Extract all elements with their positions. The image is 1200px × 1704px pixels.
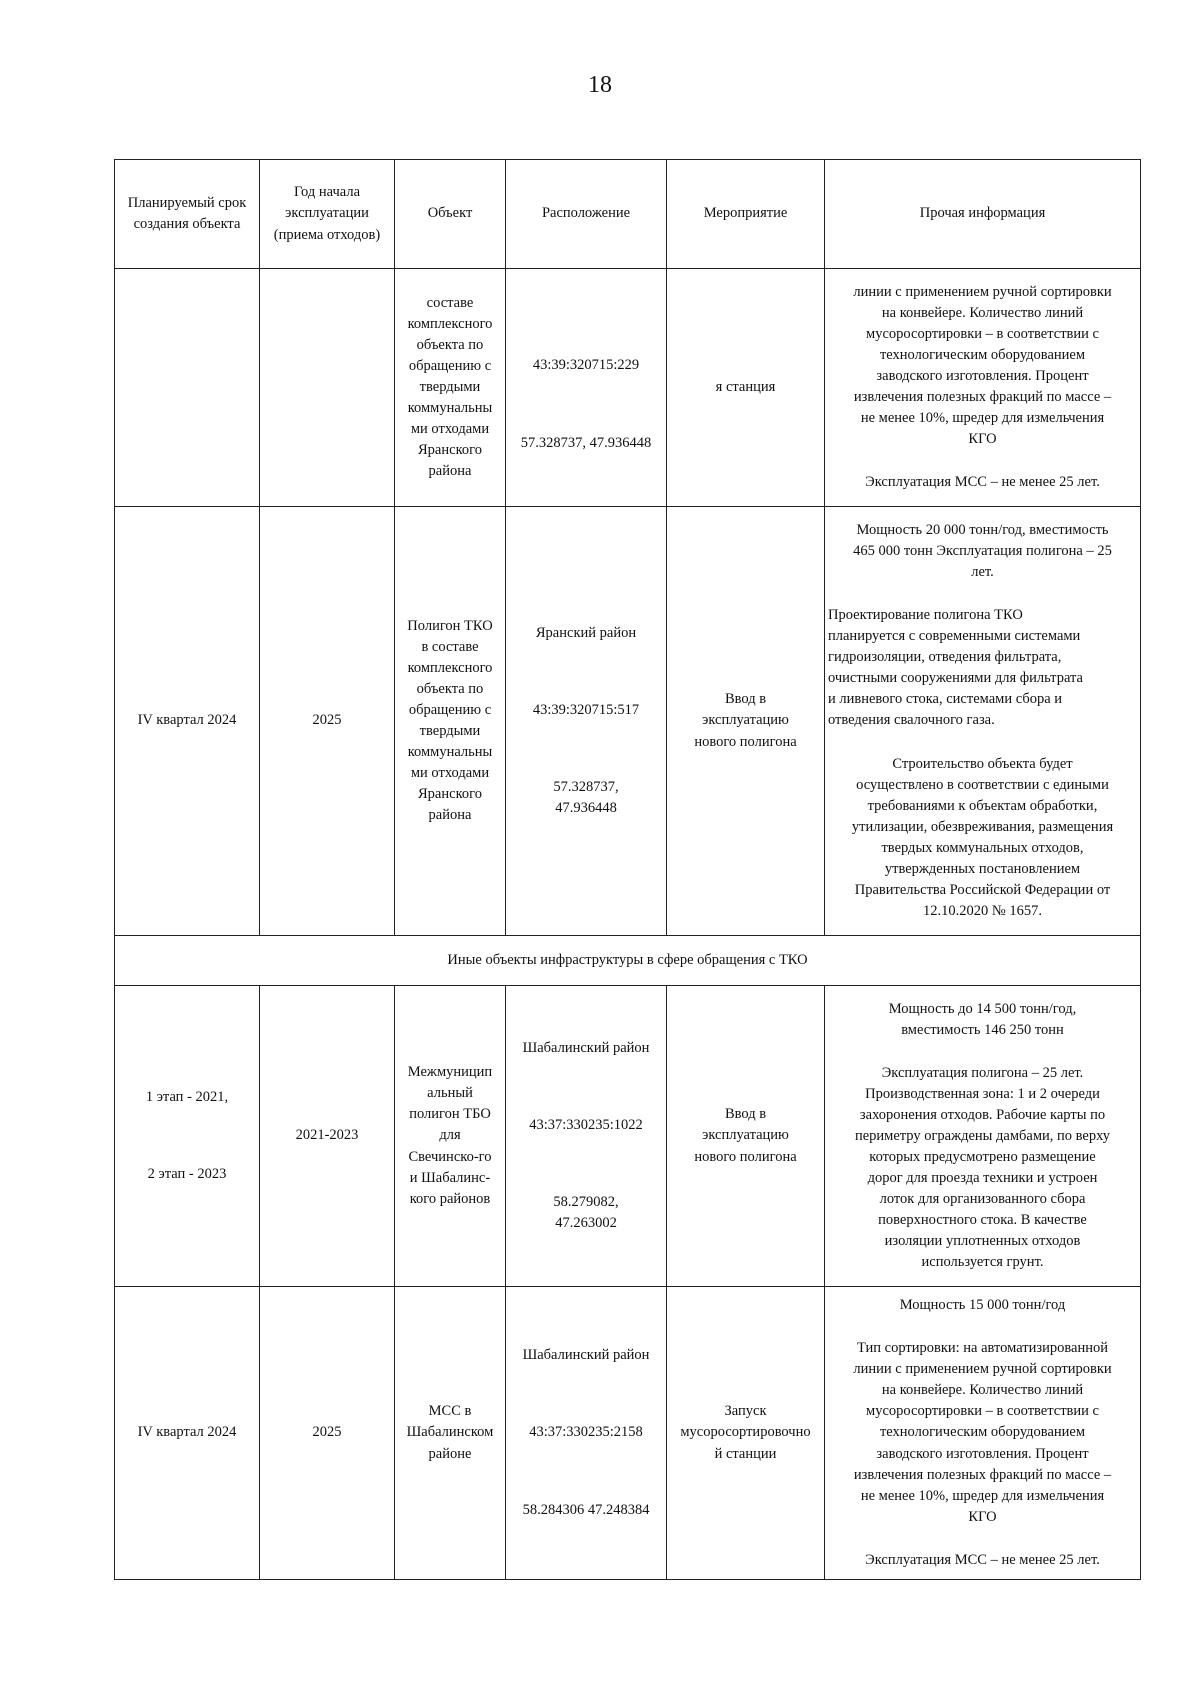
row3-info: Мощность до 14 500 тонн/год, вместимость 146 250 тонн Эксплуатация полигона – 25 лет. Производственная зона: 1 и 2 очереди захоронения отходов. Рабочие карты по периметру ограждены дамбами, по верху которых предусмотрено размещение дорог для проезда техники и устроен лоток для организованного сбора поверхностного стока. В качестве изоляции уплотненных отходов используется грунт.: [825, 986, 1141, 1287]
header-event: Мероприятие: [667, 160, 825, 269]
row2-location: Яранский район 43:39:320715:517 57.328737, 47.936448: [506, 507, 667, 936]
section-title: Иные объекты инфраструктуры в сфере обращения с ТКО: [115, 936, 1141, 986]
header-term: Планируемый срок создания объекта: [115, 160, 260, 269]
row4-cadastre: 43:37:330235:2158: [529, 1424, 643, 1441]
row3-event: Ввод в эксплуатацию нового полигона: [667, 986, 825, 1287]
row2-cadastre: 43:39:320715:517: [532, 701, 640, 718]
row4-term: IV квартал 2024: [115, 1287, 260, 1580]
row4-event: Запуск мусоросортировочно й станции: [667, 1287, 825, 1580]
row4-district: Шабалинский район: [522, 1347, 650, 1364]
row4-coords: 58.284306 47.248384: [522, 1501, 650, 1518]
header-row: [115, 160, 1141, 269]
header-object: Объект: [395, 160, 506, 269]
row1-info: линии с применением ручной сортировки на конвейере. Количество линий мусоросортировки – в соответствии с технологическим оборудованием заводского изготовления. Процент извлечения полезных фракций по массе – не менее 10%, шредер для измельчения КГО Эксплуатация МСС – не менее 25 лет.: [825, 269, 1141, 507]
row3-location: Шабалинский район 43:37:330235:1022 58.279082, 47.263002: [506, 986, 667, 1287]
row2-district: Яранский район: [535, 624, 637, 641]
page-number: 18: [588, 72, 612, 98]
row1-object: составе комплексного объекта по обращению с твердыми коммунальны ми отходами Яранского района: [395, 269, 506, 507]
header-year: Год начала эксплуатации (приема отходов): [260, 160, 395, 269]
row3-district: Шабалинский район: [522, 1039, 650, 1056]
row4-location: [506, 1287, 667, 1580]
header-location: Расположение: [506, 160, 667, 269]
table-row: [115, 269, 1141, 507]
row4-info: Мощность 15 000 тонн/год Тип сортировки: на автоматизированной линии с применением ручной сортировки на конвейере. Количество линий мусоросортировки – в соответствии с технологическим оборудованием заводского изготовления. Процент извлечения полезных фракций по массе – не менее 10%, шредер для измельчения КГО Эксплуатация МСС – не менее 25 лет.: [825, 1287, 1141, 1580]
row2-term: IV квартал 2024: [115, 507, 260, 936]
row3-term: 1 этап - 2021, 2 этап - 2023: [115, 986, 260, 1287]
table-row: [115, 1287, 1141, 1580]
row3-object: Межмуницип альный полигон ТБО для Свечинско-го и Шабалинс- кого районов: [395, 986, 506, 1287]
row1-term: [115, 269, 260, 507]
row3-cadastre: 43:37:330235:1022: [529, 1116, 643, 1133]
row2-info: Мощность 20 000 тонн/год, вместимость 465 000 тонн Эксплуатация полигона – 25 лет. Проектирование полигона ТКО планируется с современными системами гидроизоляции, отведения фильтрата, очистными сооружениями для фильтрата и ливневого стока, системами сбора и отведения свалочного газа. Строительство объекта будет осуществлено в соответствии с едиными требованиями к объектам обработки, утилизации, обезвреживания, размещения твердых коммунальных отходов, утвержденных постановлением Правительства Российской Федерации от 12.10.2020 № 1657.: [825, 507, 1141, 936]
header-info: Прочая информация: [825, 160, 1141, 269]
section-row: [115, 936, 1141, 986]
row2-year: 2025: [260, 507, 395, 936]
table-row: [115, 986, 1141, 1287]
row1-cadastre: 43:39:320715:229: [532, 357, 640, 374]
row1-location: [506, 269, 667, 507]
row3-year: 2021-2023: [260, 986, 395, 1287]
row1-coords: 57.328737, 47.936448: [520, 434, 652, 451]
row1-event: я станция: [667, 269, 825, 507]
row2-event: Ввод в эксплуатацию нового полигона: [667, 507, 825, 936]
infrastructure-table: [114, 159, 1141, 1580]
row2-object: Полигон ТКО в составе комплексного объекта по обращению с твердыми коммунальны ми отходами Яранского района: [395, 507, 506, 936]
row4-object: МСС в Шабалинском районе: [395, 1287, 506, 1580]
row4-year: 2025: [260, 1287, 395, 1580]
table-row: [115, 507, 1141, 936]
row1-year: [260, 269, 395, 507]
